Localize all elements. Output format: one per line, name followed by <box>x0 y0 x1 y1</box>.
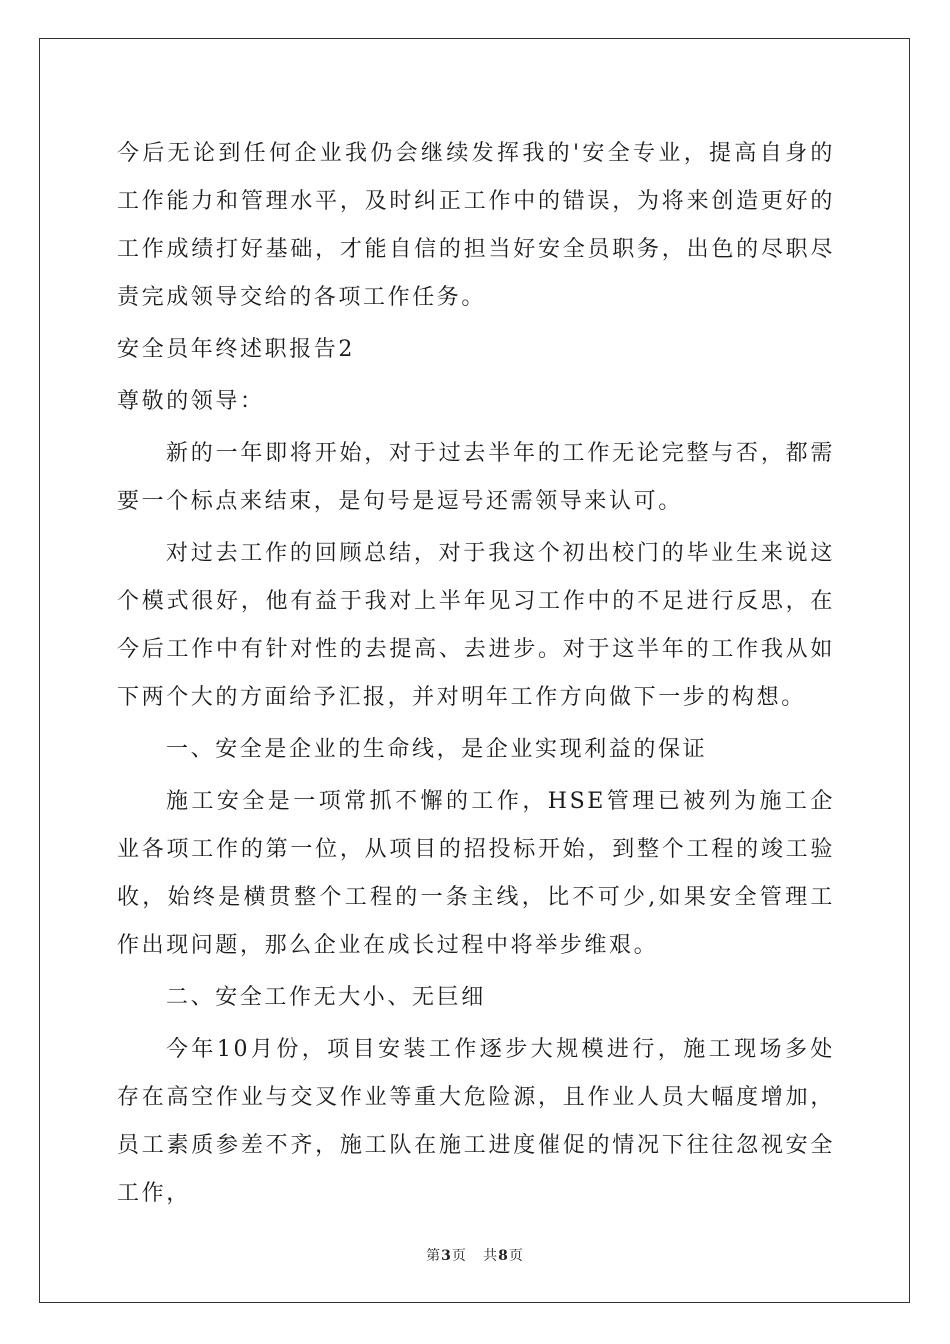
paragraph-intro: 新的一年即将开始，对于过去半年的工作无论完整与否，都需要一个标点来结束，是句号是逗号还需领导来认可。 <box>117 441 835 514</box>
report-title: 安全员年终述职报告2 <box>117 337 355 362</box>
paragraph-safety-first: 施工安全是一项常抓不懈的工作，HSE管理已被列为施工企业各项工作的第一位，从项目的招投标开始，到整个工程的竣工验收，始终是横贯整个工程的一条主线，比不可少,如果安全管理工作出现问题，那么企业在成长过程中将举步维艰。 <box>117 789 835 958</box>
salutation: 尊敬的领导： <box>117 389 265 414</box>
total-label-suffix: 页 <box>508 1248 524 1264</box>
section-heading-1: 一、安全是企业的生命线，是企业实现利益的保证 <box>166 737 708 762</box>
page-footer <box>0 1246 950 1266</box>
page-label-suffix: 页 <box>451 1248 467 1264</box>
page-number: 3 <box>441 1248 452 1264</box>
page-label-prefix: 第 <box>426 1248 442 1264</box>
document-body <box>117 130 835 1218</box>
paragraph-october: 今年10月份，项目安装工作逐步大规模进行，施工现场多处存在高空作业与交叉作业等重大危险源，且作业人员大幅度增加，员工素质参差不齐，施工队在施工进度催促的情况下往往忽视安全工作， <box>117 1037 835 1206</box>
total-label-prefix: 共 <box>483 1248 499 1264</box>
paragraph-continuation: 今后无论到任何企业我仍会继续发挥我的'安全专业，提高自身的工作能力和管理水平，及时纠正工作中的错误，为将来创造更好的工作成绩打好基础，才能自信的担当好安全员职务，出色的尽职尽责完成领导交给的各项工作任务。 <box>117 141 835 310</box>
section-heading-2: 二、安全工作无大小、无巨细 <box>166 985 486 1010</box>
total-pages: 8 <box>498 1248 509 1264</box>
paragraph-review: 对过去工作的回顾总结，对于我这个初出校门的毕业生来说这个模式很好，他有益于我对上半年见习工作中的不足进行反思，在今后工作中有针对性的去提高、去进步。对于这半年的工作我从如下两个大的方面给予汇报，并对明年工作方向做下一步的构想。 <box>117 541 835 710</box>
